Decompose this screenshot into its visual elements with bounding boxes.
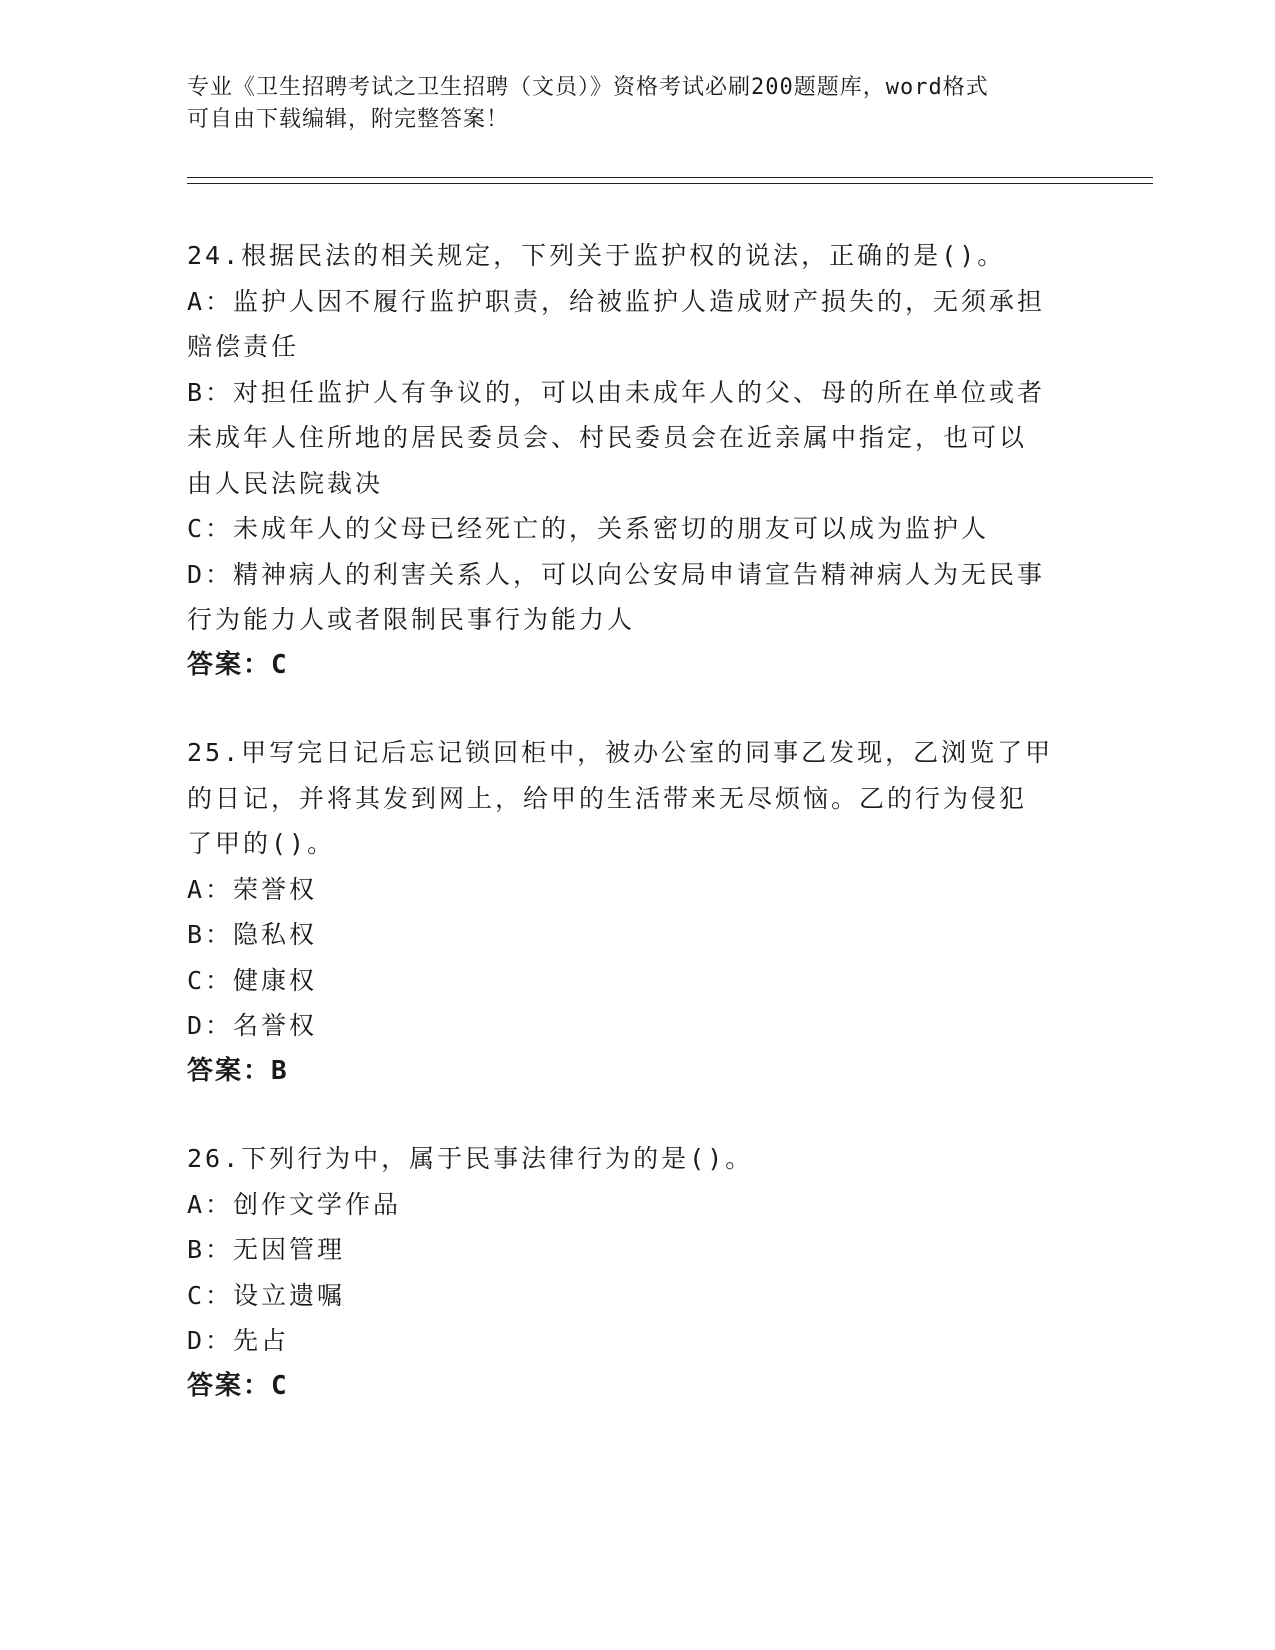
option-d: D：先占 bbox=[187, 1326, 290, 1355]
header-divider bbox=[187, 177, 1153, 178]
question-stem: 25.甲写完日记后忘记锁回柜中，被办公室的同事乙发现，乙浏览了甲 bbox=[187, 738, 1054, 767]
option-a-continued: 赔偿责任 bbox=[187, 332, 300, 361]
question-26 bbox=[187, 1136, 1087, 1409]
question-stem-continued: 的日记，并将其发到网上，给甲的生活带来无尽烦恼。乙的行为侵犯 bbox=[187, 783, 1028, 813]
option-c: C：设立遗嘱 bbox=[187, 1280, 346, 1310]
option-b: B：隐私权 bbox=[187, 920, 318, 949]
option-b: B：对担任监护人有争议的，可以由未成年人的父、母的所在单位或者 bbox=[187, 377, 1046, 407]
header-divider bbox=[187, 183, 1153, 184]
question-stem: 24.根据民法的相关规定，下列关于监护权的说法，正确的是()。 bbox=[187, 241, 1006, 270]
option-d: D：名誉权 bbox=[187, 1011, 318, 1040]
option-c: C：未成年人的父母已经死亡的，关系密切的朋友可以成为监护人 bbox=[187, 514, 990, 543]
option-a: A：荣誉权 bbox=[187, 874, 318, 904]
option-b: B：无因管理 bbox=[187, 1235, 346, 1264]
answer: 答案：B bbox=[187, 1055, 289, 1086]
question-stem: 26.下列行为中，属于民事法律行为的是()。 bbox=[187, 1144, 754, 1173]
option-d-continued: 行为能力人或者限制民事行为能力人 bbox=[187, 605, 636, 634]
option-b-continued: 由人民法院裁决 bbox=[187, 468, 384, 498]
question-list bbox=[187, 233, 1087, 1451]
answer: 答案：C bbox=[187, 1370, 289, 1401]
option-b-continued: 未成年人住所地的居民委员会、村民委员会在近亲属中指定，也可以 bbox=[187, 423, 1028, 452]
question-stem-continued: 了甲的()。 bbox=[187, 829, 336, 858]
option-a: A：创作文学作品 bbox=[187, 1189, 402, 1219]
header-line: 可自由下载编辑，附完整答案！ bbox=[187, 107, 510, 132]
answer: 答案：C bbox=[187, 649, 289, 680]
header-line: 专业《卫生招聘考试之卫生招聘（文员）》资格考试必刷200题题库，word格式 bbox=[187, 75, 989, 100]
page-header bbox=[187, 72, 1087, 136]
option-a: A：监护人因不履行监护职责，给被监护人造成财产损失的，无须承担 bbox=[187, 286, 1046, 316]
question-25 bbox=[187, 730, 1087, 1094]
option-d: D：精神病人的利害关系人，可以向公安局申请宣告精神病人为无民事 bbox=[187, 559, 1046, 589]
question-24 bbox=[187, 233, 1087, 688]
option-c: C：健康权 bbox=[187, 965, 318, 995]
